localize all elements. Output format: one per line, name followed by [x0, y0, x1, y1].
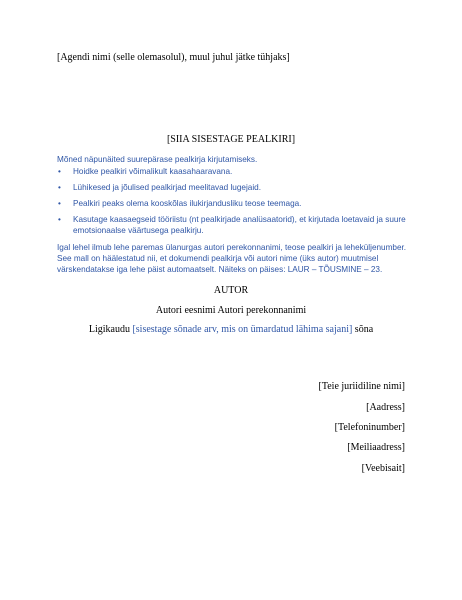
word-count-prefix: Ligikaudu: [88, 324, 130, 335]
tip-text: Pealkiri peaks olema kooskõlas ilukirjandusliku teose teemaga.: [73, 199, 302, 208]
header-note: Igal lehel ilmub lehe paremas ülanurgas autori perekonnanimi, teose pealkiri ja leheküljenumber. See mall on häälestatud nii, et dokumendi pealkirja või autori nime (üks autor) muutmisel värskendatakse iga lehe päist automaatselt. Näiteks on päises: LAUR – TÕUSMINE – 23.: [57, 243, 407, 274]
title-tips-intro: Mõned näpunäited suurepärase pealkirja kirjutamiseks.: [57, 155, 258, 164]
author-name[interactable]: Autori eesnimi Autori perekonnanimi: [155, 305, 307, 316]
bullet-icon: •: [58, 167, 61, 176]
tip-text: Lühikesed ja jõulised pealkirjad meelitavad lugejaid.: [73, 183, 261, 192]
word-count-suffix: sõna: [354, 324, 374, 335]
bullet-icon: •: [58, 215, 61, 224]
contact-address[interactable]: [Aadress]: [366, 402, 405, 413]
author-heading: AUTOR: [213, 285, 249, 296]
contact-legal-name[interactable]: [Teie juriidiline nimi]: [318, 381, 405, 392]
title-tips-list: [57, 166, 409, 241]
agent-name-line[interactable]: [Agendi nimi (selle olemasolul), muul juhul jätke tühjaks]: [57, 52, 290, 63]
bullet-icon: •: [58, 183, 61, 192]
contact-email[interactable]: [Meiliaadress]: [347, 442, 405, 453]
tip-text: Kasutage kaasaegseid tööriistu (nt pealkirjade analüsaatorid), et kirjutada loetavaid ja suure emotsionaalse väärtusega pealkirju.: [73, 215, 406, 235]
list-item: [57, 214, 409, 236]
list-item: [57, 198, 409, 209]
list-item: [57, 166, 409, 177]
bullet-icon: •: [58, 199, 61, 208]
contact-phone[interactable]: [Telefoninumber]: [334, 422, 405, 433]
contact-website[interactable]: [Veebisait]: [361, 463, 405, 474]
tip-text: Hoidke pealkiri võimalikult kaasahaaravana.: [73, 167, 233, 176]
list-item: [57, 182, 409, 193]
word-count-placeholder[interactable]: [sisestage sõnade arv, mis on ümardatud lähima sajani]: [132, 324, 353, 335]
word-count-line: [0, 324, 462, 336]
manuscript-title[interactable]: [SIIA SISESTAGE PEALKIRI]: [166, 134, 296, 145]
